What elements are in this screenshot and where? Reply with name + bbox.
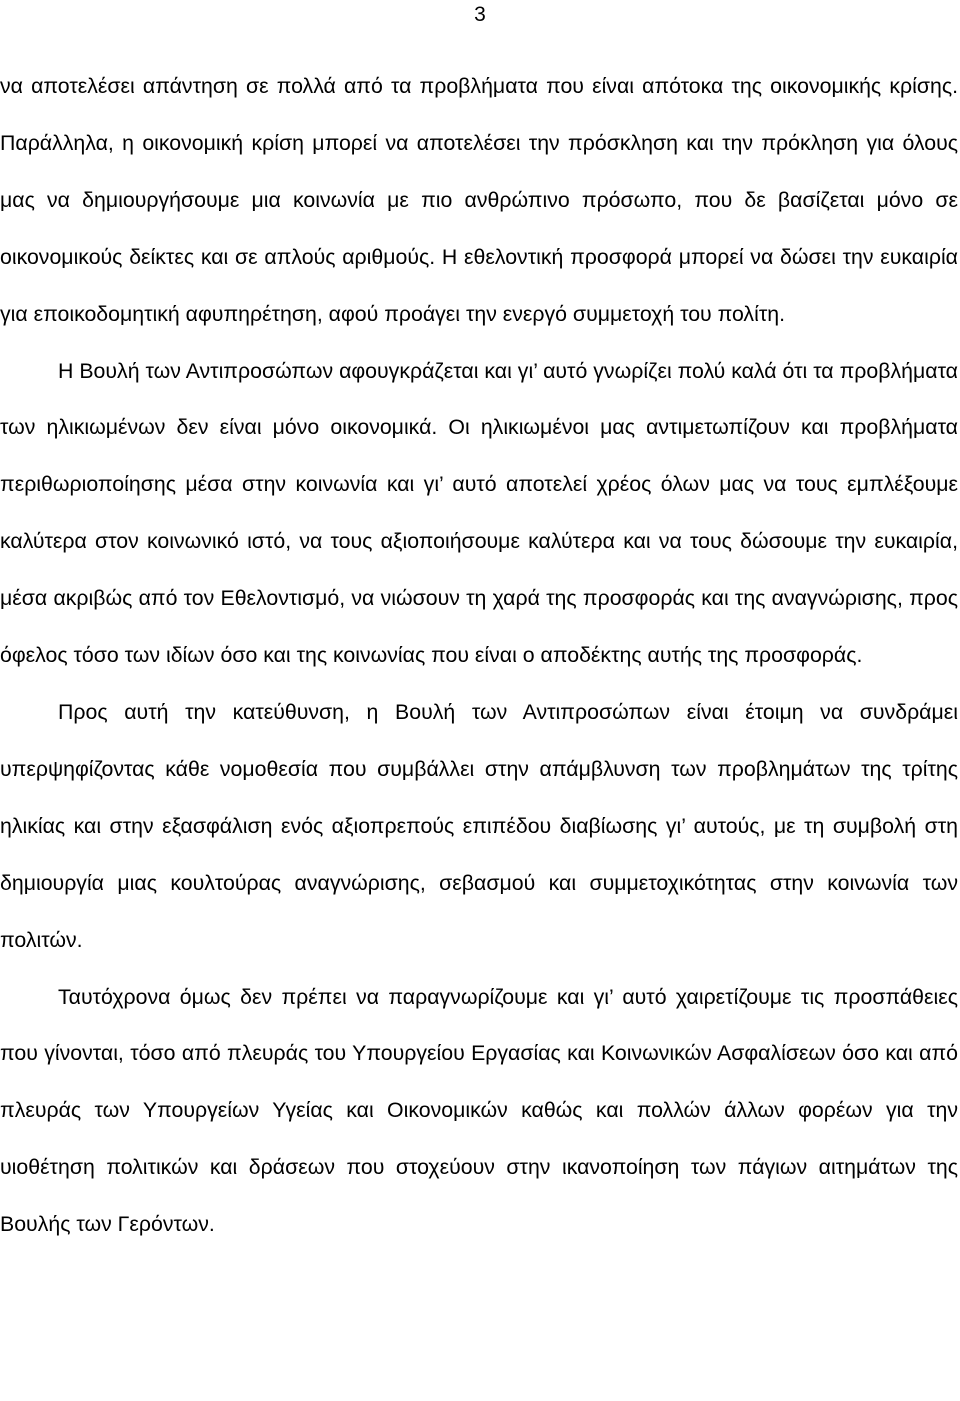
paragraph-2: Η Βουλή των Αντιπροσώπων αφουγκράζεται και γι’ αυτό γνωρίζει πολύ καλά ότι τα προβλήματα των ηλικιωμένων δεν είναι μόνο οικονομικά. Οι ηλικιωμένοι μας αντιμετωπίζουν και προβλήματα περιθωριοποίησης μέσα στην κοινωνία και γι’ αυτό αποτελεί χρέος όλων μας να τους εμπλέξουμε καλύτερα στον κοινωνικό ιστό, να τους αξιοποιήσουμε καλύτερα και να τους δώσουμε την ευκαιρία, μέσα ακριβώς από τον Εθελοντισμό, να νιώσουν τη χαρά της προσφοράς και της αναγνώρισης, προς όφελος τόσο των ιδίων όσο και της κοινωνίας που είναι ο αποδέκτης αυτής της προσφοράς. <box>0 358 958 668</box>
paragraph-1: να αποτελέσει απάντηση σε πολλά από τα προβλήματα που είναι απότοκα της οικονομικής κρίσης. Παράλληλα, η οικονομική κρίση μπορεί να αποτελέσει την πρόσκληση και την πρόκληση για όλους μας να δημιουργήσουμε μια κοινωνία με πιο ανθρώπινο πρόσωπο, που δε βασίζεται μόνο σε οικονομικούς δείκτες και σε απλούς αριθμούς. Η εθελοντική προσφορά μπορεί να δώσει την ευκαιρία για εποικοδομητική αφυπηρέτηση, αφού προάγει την ενεργό συμμετοχή του πολίτη. <box>0 74 958 326</box>
page-number: 3 <box>474 3 486 26</box>
paragraph-3: Προς αυτή την κατεύθυνση, η Βουλή των Αντιπροσώπων είναι έτοιμη να συνδράμει υπερψηφίζοντας κάθε νομοθεσία που συμβάλλει στην απάμβλυνση των προβλημάτων της τρίτης ηλικίας και στην εξασφάλιση ενός αξιοπρεπούς επιπέδου διαβίωσης γι’ αυτούς, με τη συμβολή στη δημιουργία μιας κουλτούρας αναγνώρισης, σεβασμού και συμμετοχικότητας στην κοινωνία των πολιτών. <box>0 699 958 952</box>
document-body <box>0 58 958 1253</box>
paragraph-4: Ταυτόχρονα όμως δεν πρέπει να παραγνωρίζουμε και γι’ αυτό χαιρετίζουμε τις προσπάθειες που γίνονται, τόσο από πλευράς του Υπουργείου Εργασίας και Κοινωνικών Ασφαλίσεων όσο και από πλευράς των Υπουργείων Υγείας και Οικονομικών καθώς και πολλών άλλων φορέων για την υιοθέτηση πολιτικών και δράσεων που στοχεύουν στην ικανοποίηση των πάγιων αιτημάτων της Βουλής των Γερόντων. <box>0 984 958 1237</box>
